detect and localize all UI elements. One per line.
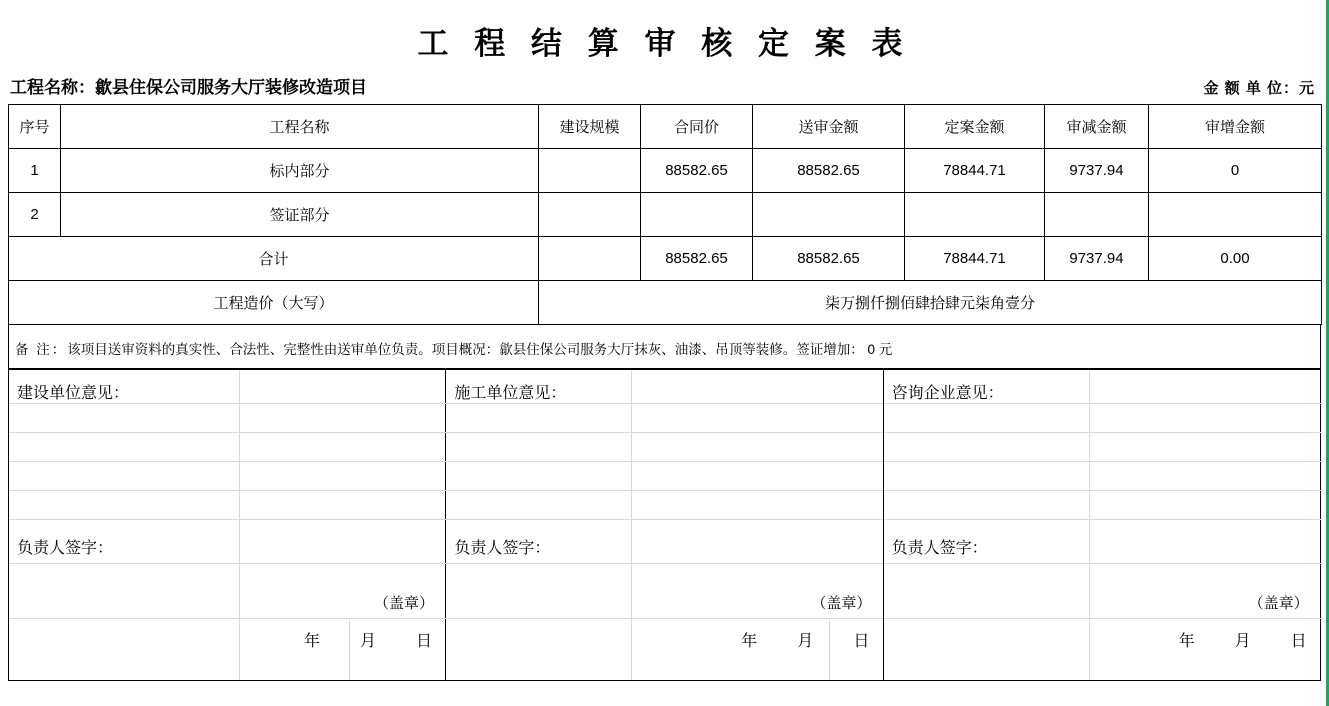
total-scale (539, 237, 641, 281)
opinion-signature-label: 负责人签字： (891, 540, 988, 557)
opinion-seal-label: （盖章） (1248, 595, 1309, 612)
header-scale: 建设规模 (539, 105, 641, 149)
header-submitted: 送审金额 (753, 105, 905, 149)
project-name-value: 歙县住保公司服务大厅装修改造项目 (95, 78, 367, 97)
opinion-title: 咨询企业意见： (891, 385, 1004, 402)
cell-add: 0 (1149, 149, 1322, 193)
settlement-table (8, 104, 1322, 325)
cell-final: 78844.71 (905, 149, 1045, 193)
opinion-date-year: 年 (741, 633, 758, 650)
cell-seq: 2 (9, 193, 61, 237)
table-header-row (9, 105, 1322, 149)
header-cut: 审减金额 (1045, 105, 1149, 149)
cell-contract (641, 193, 753, 237)
cell-contract: 88582.65 (641, 149, 753, 193)
opinion-seal-label: （盖章） (811, 595, 872, 612)
cell-name: 标内部分 (61, 149, 539, 193)
cell-cut: 9737.94 (1045, 149, 1149, 193)
project-name-group (10, 73, 367, 98)
cell-submitted: 88582.65 (753, 149, 905, 193)
opinion-date-day: 日 (1290, 633, 1307, 650)
project-header (0, 73, 1329, 104)
opinion-date-line (446, 628, 883, 651)
opinion-date-day: 日 (415, 633, 432, 650)
remark-text: 该项目送审资料的真实性、合法性、完整性由送审单位负责。项目概况：歙县住保公司服务大厅抹灰、油漆、吊顶等装修。签证增加： 0 元 (67, 342, 893, 357)
opinion-date-year: 年 (303, 633, 320, 650)
opinion-signature-label: 负责人签字： (17, 540, 114, 557)
opinion-signature-label: 负责人签字： (454, 540, 551, 557)
cell-add (1149, 193, 1322, 237)
opinion-cell-contractor (446, 370, 883, 681)
opinion-date-year: 年 (1178, 633, 1195, 650)
page-title: 工 程 结 算 审 核 定 案 表 (417, 26, 912, 61)
cell-seq: 1 (9, 149, 61, 193)
remark-label: 备 注： (15, 342, 68, 357)
project-name-label: 工程名称： (10, 78, 95, 97)
header-name: 工程名称 (61, 105, 539, 149)
capital-amount-label: 工程造价（大写） (9, 281, 539, 325)
opinion-date-line (9, 628, 446, 651)
cell-scale (539, 193, 641, 237)
capital-amount-value: 柒万捌仟捌佰肆拾肆元柒角壹分 (539, 281, 1322, 325)
opinion-title: 施工单位意见： (454, 385, 567, 402)
cell-submitted (753, 193, 905, 237)
total-submitted: 88582.65 (753, 237, 905, 281)
header-contract: 合同价 (641, 105, 753, 149)
remark-row (8, 325, 1321, 369)
header-final: 定案金额 (905, 105, 1045, 149)
opinion-date-line (884, 628, 1321, 651)
cell-cut (1045, 193, 1149, 237)
opinion-title: 建设单位意见： (17, 385, 130, 402)
total-contract: 88582.65 (641, 237, 753, 281)
table-row (9, 193, 1322, 237)
total-cut: 9737.94 (1045, 237, 1149, 281)
cell-final (905, 193, 1045, 237)
opinion-seal-label: （盖章） (373, 595, 434, 612)
table-row (9, 149, 1322, 193)
table-total-row (9, 237, 1322, 281)
capital-amount-row (9, 281, 1322, 325)
opinion-cell-consultant (883, 370, 1320, 681)
header-add: 审增金额 (1149, 105, 1322, 149)
total-label: 合计 (9, 237, 539, 281)
opinion-date-month: 月 (797, 633, 814, 650)
opinion-date-day: 日 (853, 633, 870, 650)
total-final: 78844.71 (905, 237, 1045, 281)
total-add: 0.00 (1149, 237, 1322, 281)
cell-scale (539, 149, 641, 193)
amount-unit-note: 金 额 单 位：元 (1203, 80, 1315, 97)
header-seq: 序号 (9, 105, 61, 149)
cell-name: 签证部分 (61, 193, 539, 237)
opinion-date-month: 月 (1234, 633, 1251, 650)
opinion-cell-construction (9, 370, 446, 681)
opinions-table (8, 369, 1321, 681)
opinion-date-month: 月 (359, 633, 376, 650)
